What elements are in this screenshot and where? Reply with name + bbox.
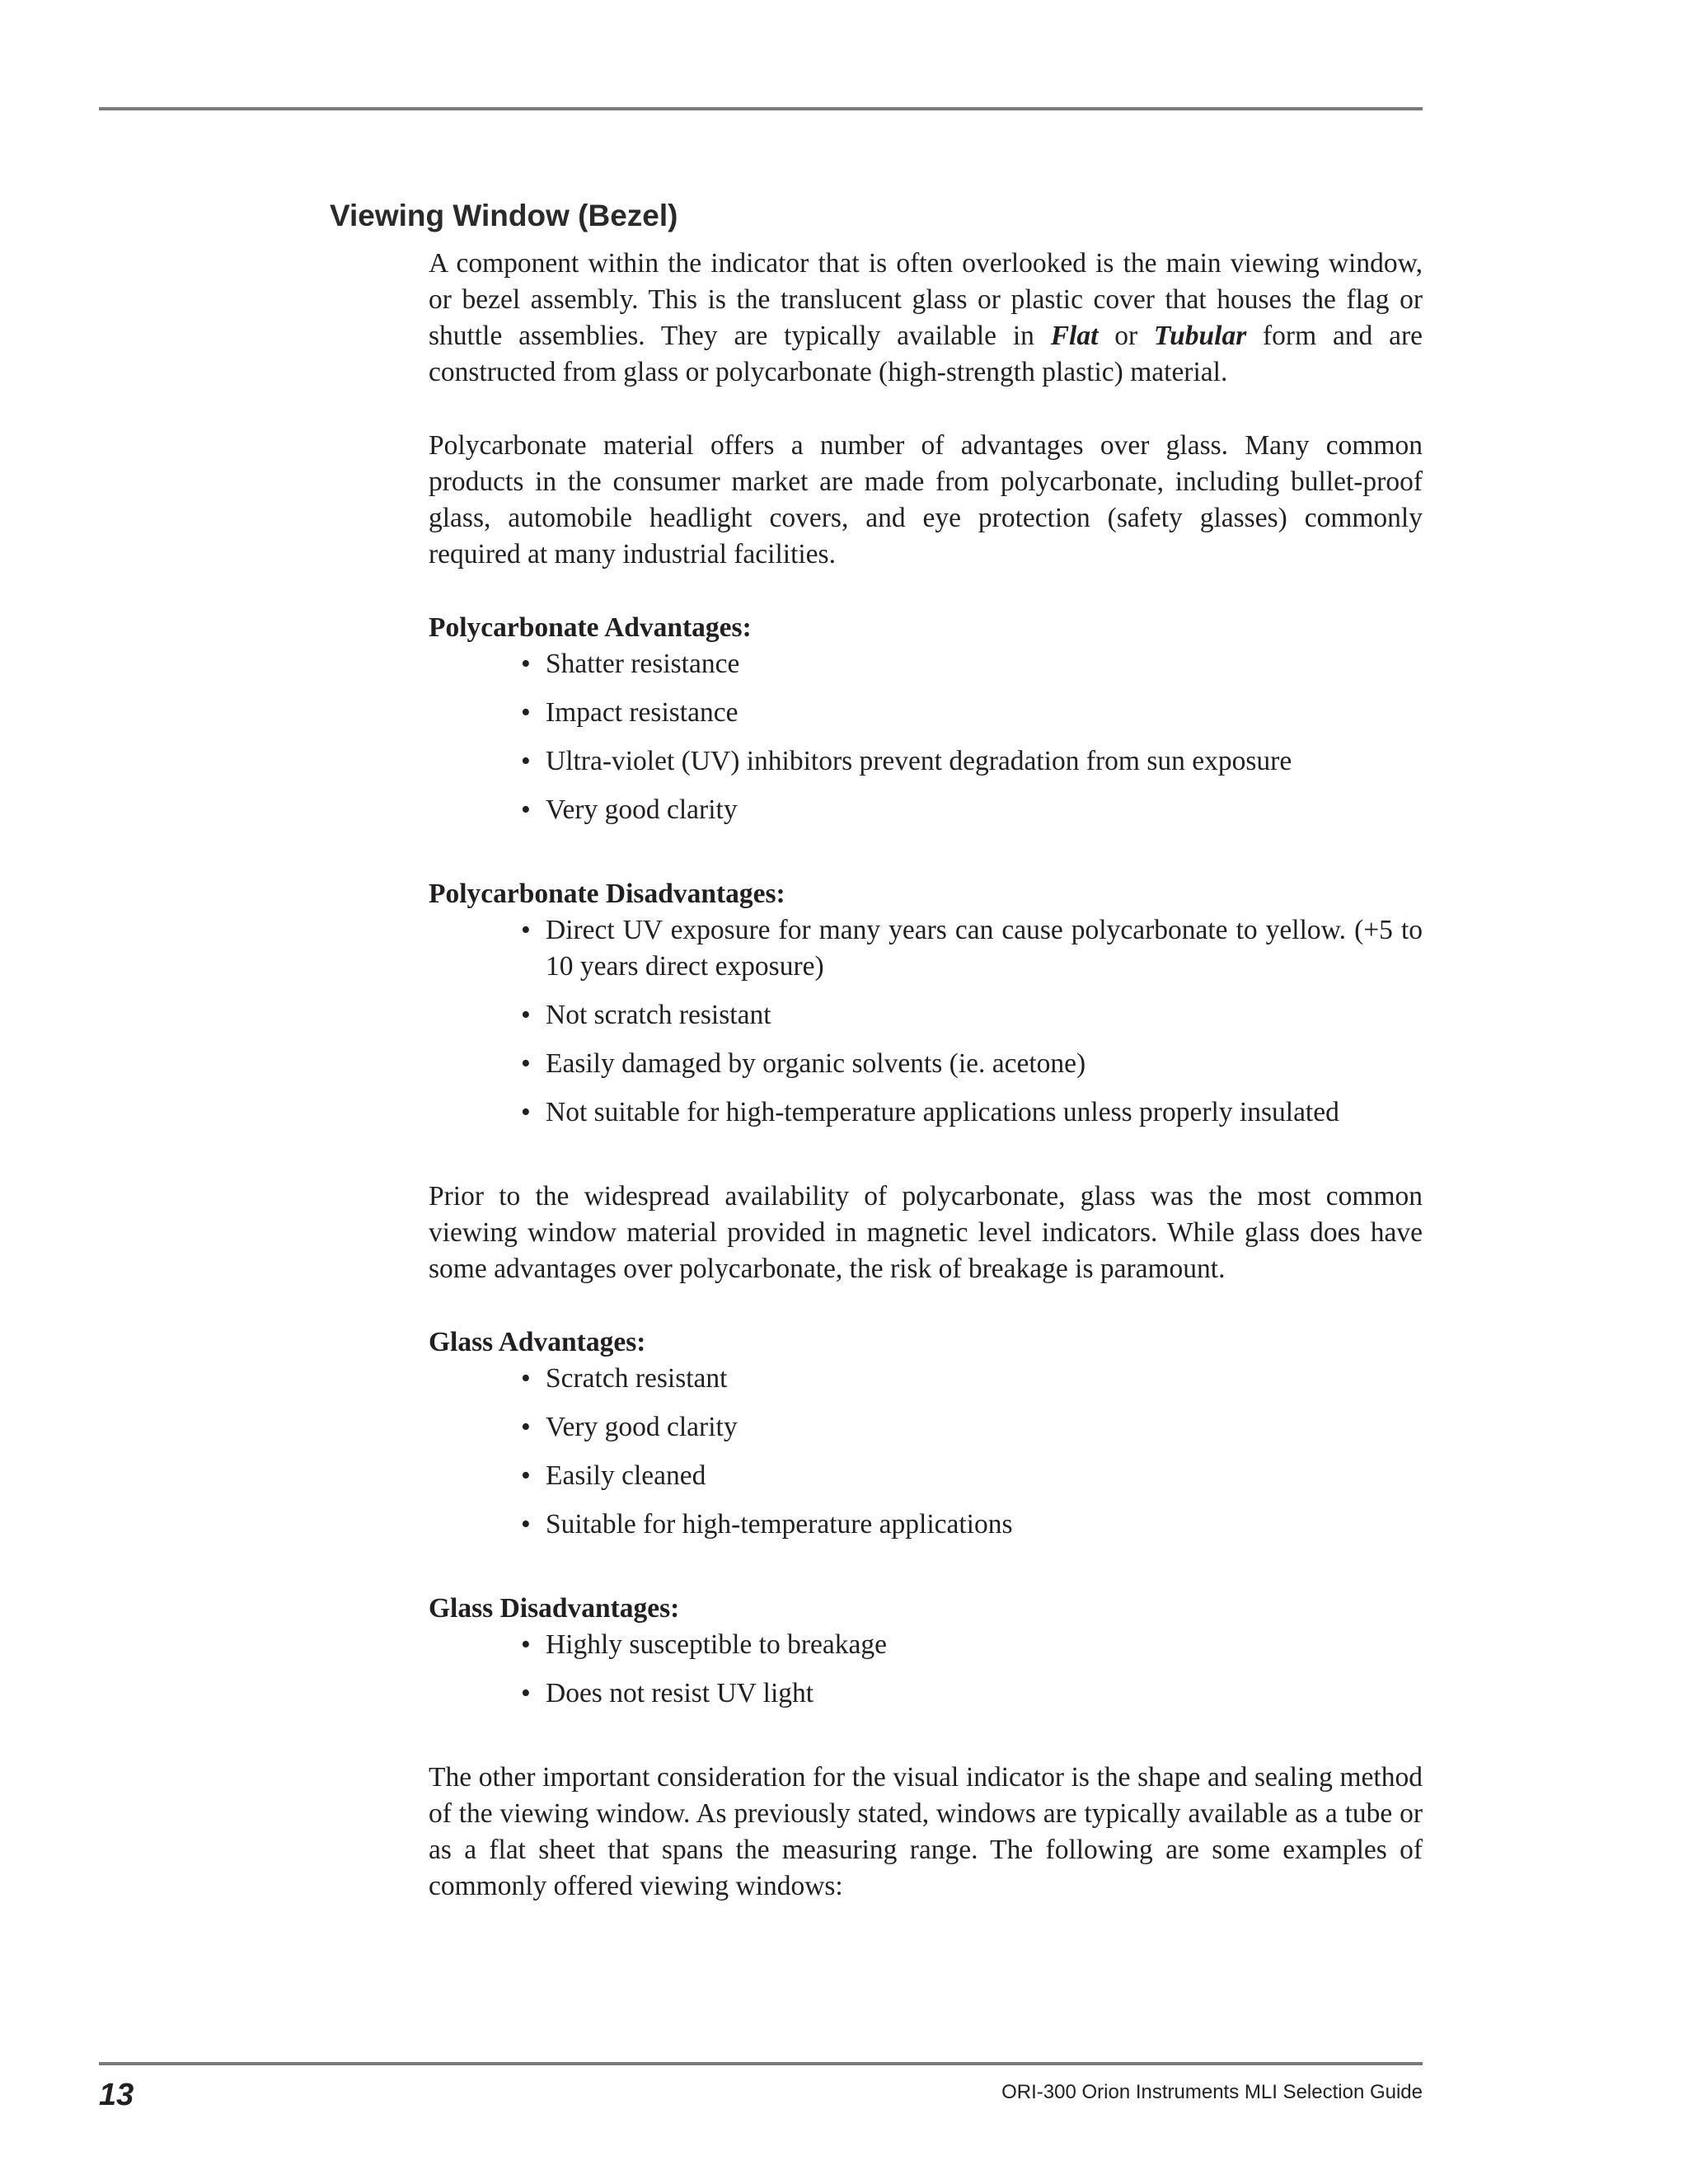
bullet-icon: • (521, 697, 531, 728)
bullet-icon: • (521, 1048, 531, 1079)
poly-disadvantages-title: Polycarbonate Disadvantages: (429, 879, 785, 909)
glass-disadvantages-list (429, 1627, 1423, 1712)
footer-rule (99, 2062, 1423, 2065)
glass-advantages-list (429, 1361, 1423, 1543)
list-item: • Very good clarity (529, 1409, 1423, 1446)
list-item: • Does not resist UV light (529, 1675, 1423, 1712)
glass-disadvantages-title: Glass Disadvantages: (429, 1593, 680, 1624)
list-item: • Direct UV exposure for many years can cause polycarbonate to yellow. (+5 to 10 years direct exposure) (529, 912, 1423, 985)
bullet-icon: • (521, 1460, 531, 1491)
page-number: 13 (99, 2078, 134, 2112)
list-item: • Scratch resistant (529, 1361, 1423, 1397)
list-item: • Highly susceptible to breakage (529, 1627, 1423, 1663)
list-item: • Not scratch resistant (529, 997, 1423, 1033)
bullet-icon: • (521, 1678, 531, 1708)
list-item: • Ultra-violet (UV) inhibitors prevent degradation from sun exposure (529, 743, 1423, 780)
section-heading: Viewing Window (Bezel) (330, 199, 678, 232)
list-item: • Suitable for high-temperature applications (529, 1507, 1423, 1543)
closing-paragraph: The other important consideration for the visual indicator is the shape and sealing method of the viewing window. As previously stated, windows are typically available as a tube or as a flat sheet that spans the measuring range. The following are some examples of commonly offered viewing windows: (429, 1762, 1423, 1901)
footer-document-title: ORI-300 Orion Instruments MLI Selection Guide (1001, 2081, 1423, 2103)
flat-term: Flat (1050, 321, 1099, 351)
list-item: • Very good clarity (529, 792, 1423, 828)
glass-advantages-title: Glass Advantages: (429, 1327, 646, 1357)
body-content (429, 246, 1423, 1905)
bullet-icon: • (521, 1097, 531, 1127)
tubular-term: Tubular (1153, 321, 1247, 351)
bullet-icon: • (521, 746, 531, 776)
bullet-icon: • (521, 915, 531, 945)
bullet-icon: • (521, 1629, 531, 1660)
bullet-icon: • (521, 794, 531, 825)
polycarbonate-paragraph: Polycarbonate material offers a number of advantages over glass. Many common products in the consumer market are made from polycarbonate, including bullet-proof glass, automobile headlight covers, and eye protection (safety glasses) commonly required at many industrial facilities. (429, 430, 1423, 569)
bullet-icon: • (521, 1509, 531, 1540)
bullet-icon: • (521, 1000, 531, 1030)
list-item: • Easily damaged by organic solvents (ie. acetone) (529, 1046, 1423, 1082)
bullet-icon: • (521, 649, 531, 679)
list-item: • Shatter resistance (529, 646, 1423, 682)
list-item: • Impact resistance (529, 695, 1423, 731)
list-item: • Not suitable for high-temperature applications unless properly insulated (529, 1094, 1423, 1131)
bullet-icon: • (521, 1363, 531, 1394)
poly-advantages-title: Polycarbonate Advantages: (429, 612, 752, 643)
header-rule (99, 107, 1423, 110)
list-item: • Easily cleaned (529, 1458, 1423, 1494)
bullet-icon: • (521, 1412, 531, 1442)
intro-paragraph: A component within the indicator that is often overlooked is the main viewing window, or bezel assembly. This is the translucent glass or plastic cover that houses the flag or shuttle assemblies. They are typically available in Flat or Tubular form and are constructed from glass or polycarbonate (high-strength plastic) material. (429, 248, 1423, 387)
poly-disadvantages-list (429, 912, 1423, 1131)
poly-advantages-list (429, 646, 1423, 828)
glass-paragraph: Prior to the widespread availability of polycarbonate, glass was the most common viewing window material provided in magnetic level indicators. While glass does have some advantages over polycarbonate, the risk of breakage is paramount. (429, 1181, 1423, 1284)
